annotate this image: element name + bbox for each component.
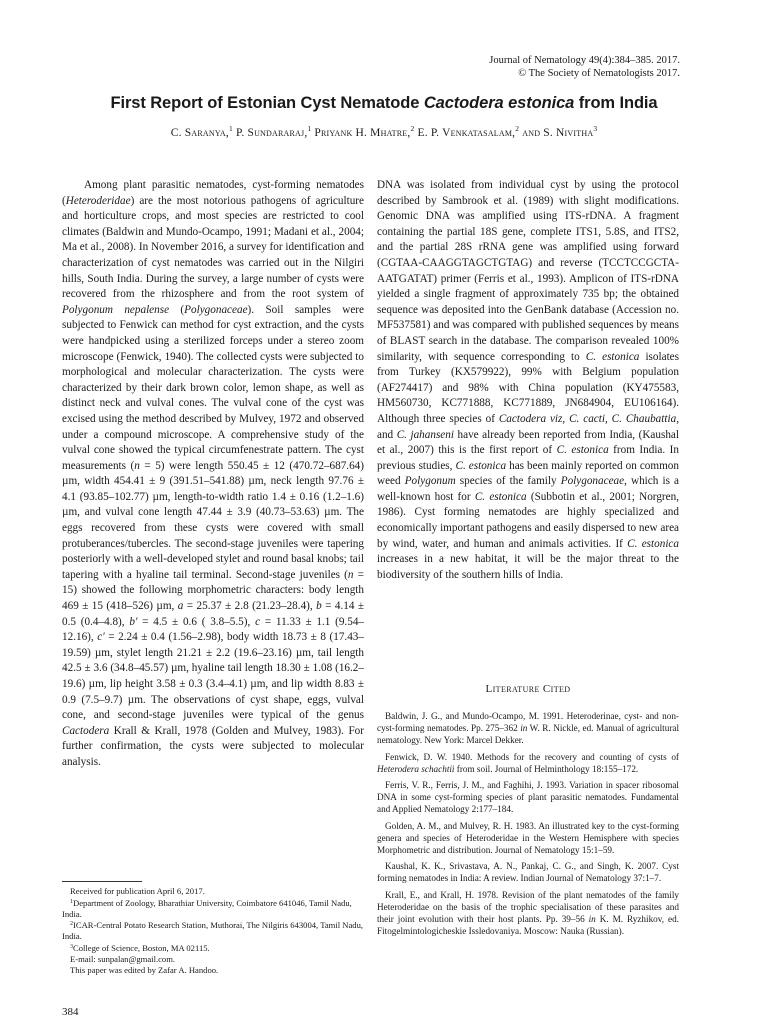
body-text-run: DNA was isolated from individual cyst by using the protocol described by Sambrook et al. (1989) with slight modifications. Genomic DNA was amplified using ITS-rDNA. A fragment containing the partial 18S gene, complete ITS1, 5.8S, and ITS2, and the partial 28S rRNA gene was amplified using forward (CGTAA-CAAGGTAGCTGTAG) and reverse (TCCTCCGCTA-AATGATAT) primer (Ferris et al., 1993). Amplicon of ITS-rDNA yielded a single fragment of approximately 735 bp; the obtained sequence was deposited into the GenBank database (Accession no. MF537581) and was compared with published sequences by means of BLAST search in the database. The comparison revealed 100% similarity, with sequence corresponding to bbox=[377, 179, 680, 363]
body-text-run: species of the family bbox=[455, 475, 561, 488]
footnote-entry bbox=[62, 954, 364, 965]
body-text-run: (Subbotin et al., 2001; Norgren, 1986). Cyst forming nematodes are highly specialized and economically important pathogens and easily dispersed to new area by wind, water, and human and animals activities. If bbox=[377, 490, 679, 550]
author-name: P. Sundararaj, bbox=[232, 127, 308, 139]
title-suffix: from India bbox=[574, 94, 658, 112]
footnote-entry bbox=[62, 965, 364, 976]
reference-text-run: Baldwin, J. G., and Mundo-Ocampo, M. 1991. Heteroderinae, cyst- and non-cyst-forming nematodes. Pp. 275–362 bbox=[377, 711, 679, 734]
reference-entry bbox=[377, 860, 679, 884]
body-text-run: n bbox=[134, 459, 140, 472]
journal-info bbox=[489, 54, 680, 80]
author-name: and S. Nivitha bbox=[519, 127, 594, 139]
body-text-run: isolates from Turkey (KX579922), 99% with Belgium population (AF274417) and 98% with China population (KY475583, HM560730, KC771888, KC771889, JN684904, EU106164). Although three species of bbox=[377, 350, 679, 425]
reference-text-run: from soil. Journal of Helminthology 18:155–172. bbox=[454, 763, 639, 774]
journal-citation: Journal of Nematology 49(4):384–385. 2017. bbox=[489, 55, 680, 66]
body-text-run: Heteroderidae bbox=[65, 194, 131, 207]
reference-text-run: K. M. Ryzhikov, ed. Fitogelmintologicheskie Issledovaniya. Moscow: Nauka (Russian). bbox=[377, 914, 679, 937]
title-prefix: First Report of Estonian Cyst Nematode bbox=[110, 94, 424, 112]
body-text-run: = 25.37 ± 2.8 (21.23–28.4), bbox=[183, 600, 317, 613]
body-text-run: Polygonaceae bbox=[560, 475, 625, 488]
footnote-entry bbox=[62, 919, 364, 942]
author-affiliation-marker: 2 bbox=[410, 124, 415, 133]
body-text-run: , which is a well-known host for bbox=[377, 475, 679, 503]
body-text-run: C. jahanseni bbox=[396, 428, 454, 441]
reference-text-run: in bbox=[588, 914, 596, 925]
author-affiliation-marker: 1 bbox=[228, 124, 233, 133]
footnote-entry bbox=[62, 897, 364, 920]
reference-text-run: W. R. Nickle, ed. Manual of agricultural nematology. New York: Marcel Dekker. bbox=[377, 723, 680, 746]
literature-cited-heading: Literature Cited bbox=[485, 683, 571, 695]
reference-entry bbox=[377, 820, 679, 857]
body-text-run: c bbox=[255, 615, 261, 628]
author-list bbox=[0, 124, 768, 139]
body-text-run: Polygonum bbox=[404, 475, 456, 488]
reference-text-run: in bbox=[520, 723, 528, 734]
body-text-run: has been mainly reported on common weed bbox=[377, 459, 679, 488]
body-text-run: c′ bbox=[97, 631, 105, 644]
body-text-run: = 15) showed the following morphometric characters: body length 469 ± 15 (418–526) µm, bbox=[62, 568, 364, 613]
reference-text-run: Golden, A. M., and Mulvey, R. H. 1983. An illustrated key to the cyst-forming genera and species of Heteroderidae in the Western Hemisphere with species Morphometric and distribution. Journal of Nematology 15:1–59. bbox=[377, 820, 679, 856]
author-affiliation-marker: 3 bbox=[593, 124, 598, 133]
page-number: 384 bbox=[62, 1006, 79, 1018]
body-text-run: = 2.24 ± 0.4 (1.56–2.98), body width 18.73 ± 8 (17.43–19.59) µm, stylet length 21.21 ± 2.2 (19.6–23.16) µm, tail length 42.5 ± 3.6 (34.8–45.57) µm, hyaline tail length 18.30 ± 1.08 (16.2–19.6) µm, lip height 3.58 ± 0.3 (3.4–4.1) µm, and lip width 8.83 ± 0.9 (7.5–9.7) µm. The observations of cyst shape, eggs, vulval cone, and second-stage juveniles were typical of the genus bbox=[62, 631, 364, 722]
footnote-entry bbox=[62, 942, 364, 954]
body-column-left bbox=[62, 178, 364, 771]
reference-text-run: Ferris, V. R., Ferris, J. M., and Faghihi, J. 1993. Variation in spacer ribosomal DNA in some cyst-forming species of plant parasitic nematodes. Fundamental and Applied Nematology 2:177–184. bbox=[377, 780, 679, 815]
footnote-text: Department of Zoology, Bharathiar University, Coimbatore 641046, Tamil Nadu, India. bbox=[62, 897, 352, 919]
copyright-notice: © The Society of Nematologists 2017. bbox=[518, 68, 680, 79]
body-text-run: a bbox=[177, 600, 184, 613]
body-column-right bbox=[377, 178, 679, 583]
author-affiliation-marker: 2 bbox=[515, 124, 520, 133]
body-text-run: increases in a new habitat, it will be the major threat to the biodiversity of the southern hills of India. bbox=[377, 553, 679, 581]
author-name: C. Saranya, bbox=[170, 127, 229, 139]
body-text-run: Among plant parasitic nematodes, cyst-forming nematodes ( bbox=[62, 179, 364, 207]
body-text-run: C. estonica bbox=[556, 444, 609, 457]
body-text-run: C. estonica bbox=[455, 459, 507, 472]
body-text-run: Polygonaceae bbox=[184, 303, 248, 316]
body-text-run: b′ bbox=[129, 615, 138, 628]
author-name: E. P. Venkatasalam, bbox=[414, 127, 516, 139]
body-text-run: Cactodera bbox=[62, 724, 110, 737]
footnote-text: E-mail: sunpalan@gmail.com. bbox=[70, 953, 176, 964]
title-species: Cactodera estonica bbox=[423, 94, 575, 112]
footnote-text: ICAR-Central Potato Research Station, Muthorai, The Nilgiris 643004, Tamil Nadu, India. bbox=[62, 920, 364, 942]
body-text-run: = 11.33 ± 1.1 (9.54–12.16), bbox=[62, 615, 365, 644]
reference-text-run: Krall, E., and Krall, H. 1978. Revision of the plant nematodes of the family Heteroderidae on the basis of the trophic specialisation of these parasites and their joint evolution with their host plants. Pp. 39–56 bbox=[377, 889, 679, 925]
reference-list bbox=[377, 710, 679, 941]
reference-entry bbox=[377, 710, 679, 747]
body-text-run: have already been reported from India, (Kaushal et al., 2007) this is the first report of bbox=[377, 428, 680, 457]
footnote-text: Received for publication April 6, 2017. bbox=[70, 886, 205, 896]
body-text-run: b bbox=[316, 600, 322, 613]
footnote-text: This paper was edited by Zafar A. Handoo. bbox=[70, 964, 219, 975]
reference-entry bbox=[377, 751, 679, 775]
footnote-text: College of Science, Boston, MA 02115. bbox=[73, 942, 210, 953]
reference-entry bbox=[377, 779, 679, 816]
body-text-run: and bbox=[377, 428, 397, 441]
footnote-divider bbox=[62, 881, 142, 882]
footnote-entry bbox=[62, 886, 364, 897]
body-text-run: = 5) were length 550.45 ± 12 (470.72–687.64) µm, width 454.41 ± 9 (391.51–541.88) µm, neck length 97.76 ± 4.1 (93.85–102.77) µm, length-to-width ratio 1.4 ± 0.16 (1.2–1.6) µm, and vulval cone length 47.44 ± 3.9 (40.73–53.63) µm. The eggs recovered from these cysts were covered with small protuberances/tubercles. The second-stage juveniles were tapering posteriorly with a well-developed stylet and round basal knobs; tail tapering with a hyaline tail terminal. Second-stage juveniles ( bbox=[62, 459, 364, 581]
body-text-run: = 4.14 ± 0.5 (0.4–4.8), bbox=[62, 600, 364, 628]
body-paragraph-right bbox=[377, 178, 679, 583]
reference-text-run: Fenwick, D. W. 1940. Methods for the recovery and counting of cysts of bbox=[385, 751, 679, 762]
author-affiliation-marker: 1 bbox=[307, 124, 312, 133]
body-text-run: ( bbox=[169, 303, 185, 316]
body-paragraph-left bbox=[62, 178, 364, 771]
reference-entry bbox=[377, 889, 679, 938]
body-text-run: n bbox=[347, 568, 354, 581]
body-text-run: ). Soil samples were subjected to Fenwick can method for cyst extraction, and the cysts were handpicked using a sterilized forceps under a stereo zoom microscope (Fenwick, 1940). The collected cysts were subjected to morphological and molecular characterization. The cysts were characterized by their dark brown color, lemon shape, as well as distinct neck and vulval cones. The vulval cone of the cyst was excised using the method described by Mulvey, 1972 and observed under a compound microscope. A comprehensive study of the vulval cone showed the typical circumfenestrate pattern. The cyst measurements ( bbox=[62, 303, 364, 472]
footnote-marker: 3 bbox=[70, 943, 73, 950]
body-text-run: Krall & Krall, 1978 (Golden and Mulvey, 1983). For further confirmation, the cysts were subjected to molecular analysis. bbox=[62, 724, 364, 768]
author-name: Priyank H. Mhatre, bbox=[311, 127, 411, 139]
body-text-run: C. estonica bbox=[474, 490, 527, 503]
body-text-run: Cactodera viz, C. cacti, C. Chaubattia, bbox=[498, 412, 679, 425]
body-text-run: = 4.5 ± 0.6 ( 3.8–5.5), bbox=[137, 615, 256, 628]
article-title bbox=[0, 94, 768, 113]
footnote-block bbox=[62, 886, 364, 975]
reference-text-run: Heterodera schachtii bbox=[377, 763, 455, 774]
body-text-run: from India. In previous studies, bbox=[377, 444, 679, 472]
reference-text-run: Kaushal, K. K., Srivastava, A. N., Pankaj, C. G., and Singh, K. 2007. Cyst forming nematodes in India: A review. Indian Journal of Nematology 37:1–7. bbox=[377, 861, 679, 884]
body-text-run: Polygonum nepalense bbox=[62, 303, 170, 316]
footnote-marker: 1 bbox=[70, 898, 73, 905]
body-text-run: C. estonica bbox=[585, 350, 640, 363]
footnote-marker: 2 bbox=[70, 921, 73, 928]
body-text-run: C. estonica bbox=[627, 537, 679, 550]
body-text-run: ) are the most notorious pathogens of agriculture and horticulture crops, and most species are restricted to cool climates (Baldwin and Mundo-Ocampo, 1991; Madani et al., 2004; Ma et al., 2008). In November 2016, a survey for identification and characterization of cyst nematodes was carried out in the Nilgiri hills, South India. During the survey, a large number of cysts were recovered from the rhizosphere and from the root system of bbox=[62, 194, 364, 301]
